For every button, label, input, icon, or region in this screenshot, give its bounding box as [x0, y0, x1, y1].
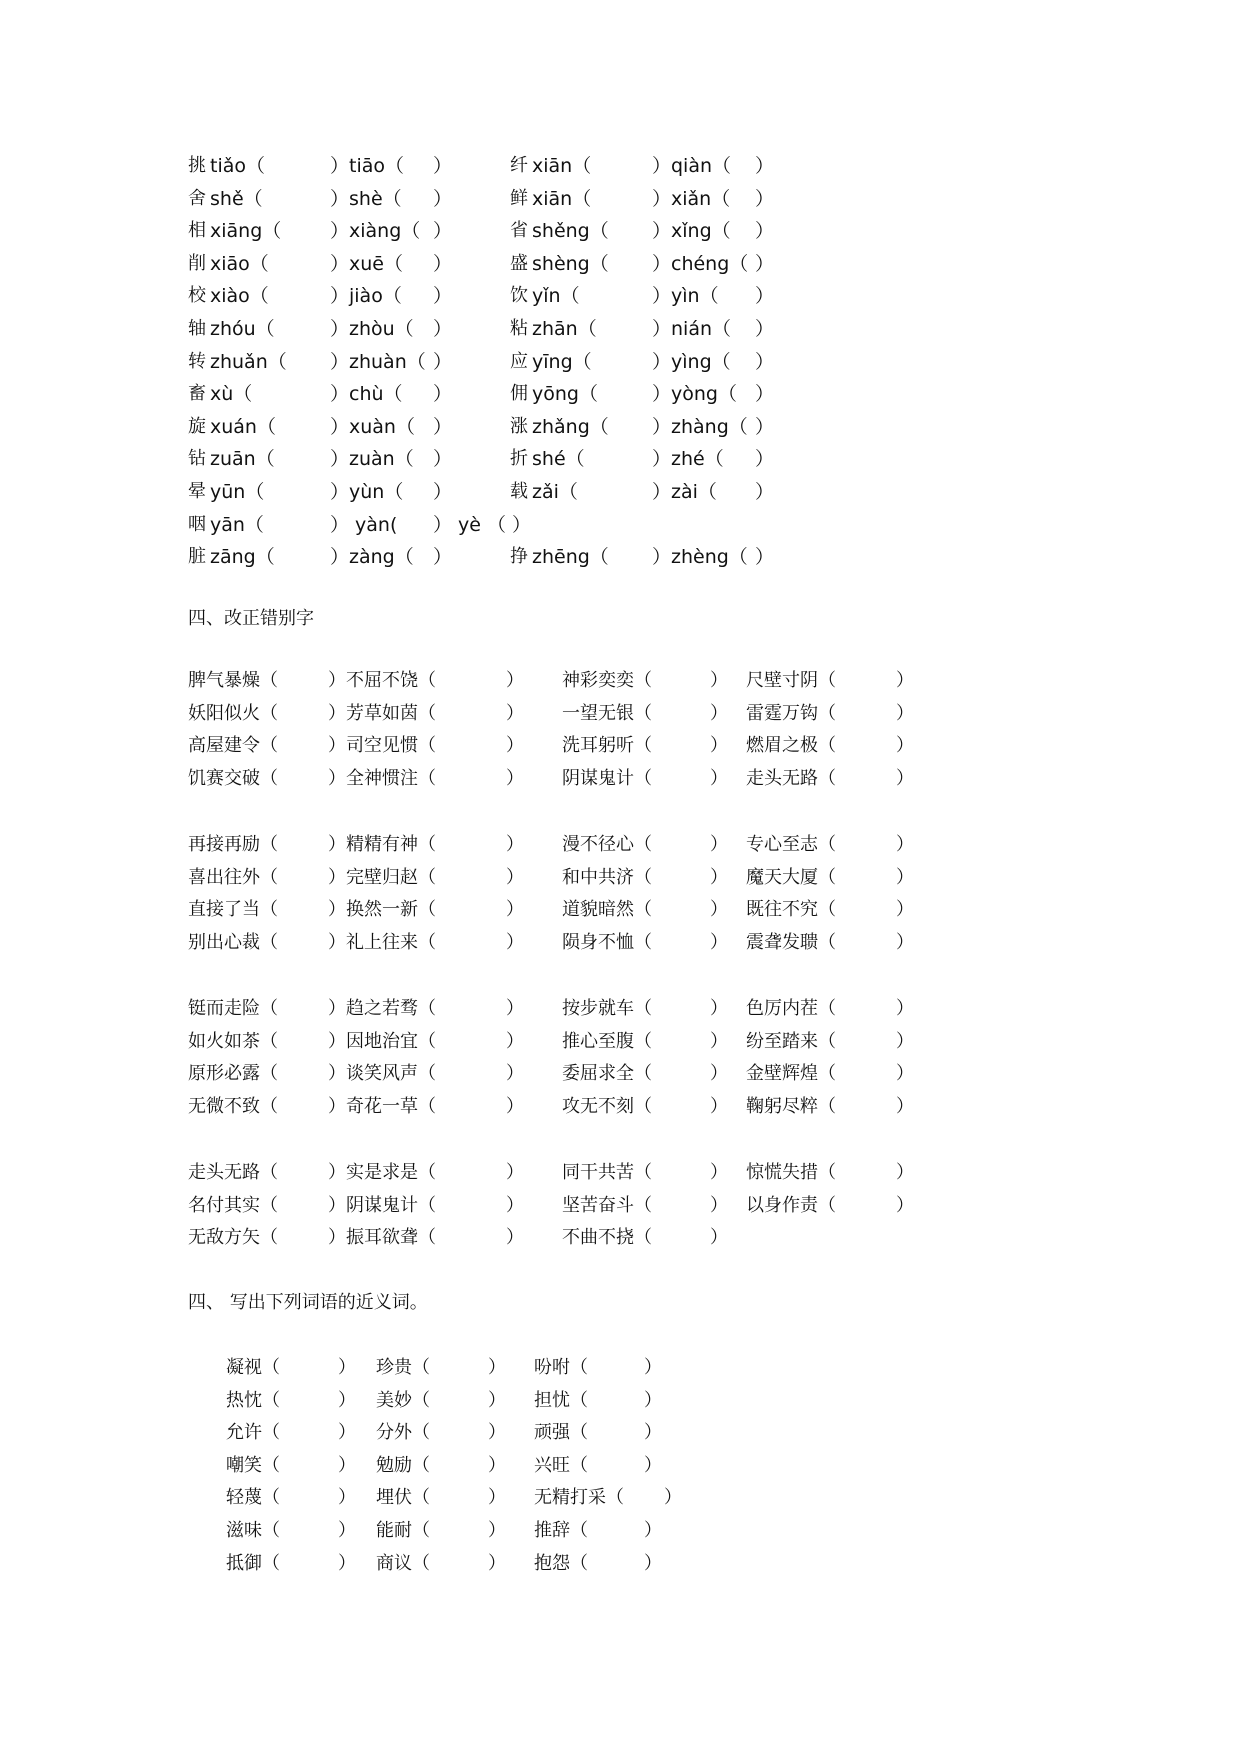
answer-blank-close: ） — [338, 1422, 356, 1444]
pinyin-reading-1: zhǎng（ — [532, 415, 609, 438]
synonym-row — [226, 1482, 726, 1515]
answer-blank-close: ） — [488, 1454, 506, 1476]
polyphone-char: 钻 — [188, 448, 206, 470]
synonym-row — [226, 1515, 726, 1548]
pinyin-blank-close: ） — [755, 480, 775, 503]
answer-blank-close: ） — [896, 998, 914, 1019]
answer-blank-close: ） — [896, 767, 914, 789]
answer-blank-close: ） — [896, 1095, 914, 1117]
pinyin-blank-close: ） — [433, 480, 453, 503]
idiom-with-typo: 纷至踏来（ — [746, 1030, 836, 1052]
synonym-word: 嘲笑（ — [226, 1454, 280, 1476]
pinyin-blank-close: ） — [755, 317, 775, 340]
idiom-with-typo: ）谈笑风声（ — [328, 1063, 436, 1085]
pinyin-row — [188, 183, 948, 216]
fix-row — [188, 1091, 948, 1124]
section-title-fix-typos: 四、改正错别字 — [188, 608, 314, 629]
section-title-synonyms: 四、 写出下列词语的近义词。 — [188, 1292, 428, 1313]
answer-blank-close: ） — [644, 1454, 662, 1476]
fix-row — [188, 730, 948, 763]
pinyin-row — [188, 150, 948, 183]
idiom-with-typo: ）换然一新（ — [328, 899, 436, 921]
idiom-with-typo: ）完壁归赵（ — [328, 866, 436, 888]
idiom-with-typo: 铤而走险（ — [188, 998, 278, 1019]
pinyin-reading-2: ）qiàn（ — [652, 155, 732, 177]
answer-blank-close: ） — [710, 1162, 728, 1183]
pinyin-reading-2: ）zhé（ — [652, 448, 724, 471]
pinyin-blank-close: ） — [433, 285, 453, 308]
answer-blank-close: ） — [506, 866, 524, 888]
synonym-word: 允许（ — [226, 1422, 280, 1444]
idiom-with-typo: 尺壁寸阴（ — [746, 670, 836, 691]
pinyin-reading-2: ）xiǎn（ — [652, 187, 731, 210]
idiom-with-typo: 脾气暴燥（ — [188, 670, 278, 691]
synonym-word: 珍贵（ — [376, 1357, 430, 1378]
synonym-word: 无精打采（ — [534, 1487, 624, 1509]
answer-blank-close: ） — [644, 1422, 662, 1444]
idiom-with-typo: 走头无路（ — [188, 1162, 278, 1183]
synonym-row — [226, 1548, 726, 1581]
pinyin-reading-2: ）xuàn（ — [330, 415, 415, 438]
idiom-with-typo: ）礼上往来（ — [328, 931, 436, 953]
answer-blank-close: ） — [710, 1194, 728, 1216]
polyphone-char: 佣 — [510, 383, 528, 405]
pinyin-reading-2: ）zhàng（ — [652, 415, 748, 438]
pinyin-row — [188, 443, 948, 476]
pinyin-row — [188, 509, 948, 542]
polyphone-char: 挑 — [188, 155, 206, 176]
idiom-with-typo: ）不屈不饶（ — [328, 670, 436, 691]
answer-blank-close: ） — [710, 834, 728, 855]
fix-group-1 — [188, 665, 948, 795]
pinyin-reading-1: zhēng（ — [532, 546, 609, 569]
answer-blank-close: ） — [664, 1487, 682, 1509]
idiom-with-typo: ）因地治宜（ — [328, 1030, 436, 1052]
polyphone-char: 鲜 — [510, 187, 528, 209]
idiom-with-typo: 陨身不恤（ — [562, 931, 652, 953]
synonym-word: 抵御（ — [226, 1552, 280, 1574]
polyphone-char: 旋 — [188, 415, 206, 437]
synonym-word: 美妙（ — [376, 1389, 430, 1411]
answer-blank-close: ） — [896, 899, 914, 921]
pinyin-reading-2: ）yìng（ — [652, 350, 731, 373]
pinyin-reading-2: ）zhèng（ — [652, 546, 748, 569]
answer-blank-close: ） — [710, 998, 728, 1019]
synonym-word: 抱怨（ — [534, 1552, 588, 1574]
pinyin-blank-close: ） — [433, 220, 453, 243]
idiom-with-typo: 漫不径心（ — [562, 834, 652, 855]
idiom-with-typo: 坚苦奋斗（ — [562, 1194, 652, 1216]
pinyin-blank-close: ） — [433, 187, 453, 210]
answer-blank-close: ） — [338, 1454, 356, 1476]
synonym-word: 担忧（ — [534, 1389, 588, 1411]
answer-blank-close: ） — [710, 670, 728, 691]
answer-blank-close: ） — [896, 1194, 914, 1216]
idiom-with-typo: 洗耳躬听（ — [562, 735, 652, 757]
pinyin-reading-2: ）zhuàn（ — [330, 350, 426, 373]
idiom-with-typo: 攻无不刻（ — [562, 1095, 652, 1117]
answer-blank-close: ） — [488, 1389, 506, 1411]
answer-blank-close: ） — [506, 1227, 524, 1249]
polyphone-char: 校 — [188, 285, 206, 307]
answer-blank-close: ） — [506, 931, 524, 953]
pinyin-reading-2: ）yìn（ — [652, 285, 719, 308]
answer-blank-close: ） — [710, 1030, 728, 1052]
pinyin-reading-2: ）zàng（ — [330, 546, 414, 569]
pinyin-reading-1: zǎi（ — [532, 480, 578, 503]
pinyin-reading-1: shěng（ — [532, 220, 609, 243]
fix-row — [188, 894, 948, 927]
idiom-with-typo: 既往不究（ — [746, 899, 836, 921]
idiom-with-typo: 再接再励（ — [188, 834, 278, 855]
synonym-word: 商议（ — [376, 1552, 430, 1574]
pinyin-reading-2: ）zhòu（ — [330, 317, 414, 340]
pinyin-blank-close: ） — [433, 415, 453, 438]
fix-row — [188, 1222, 948, 1255]
pinyin-reading-1: tiǎo（ — [210, 155, 265, 177]
pinyin-reading-2: ）zuàn（ — [330, 448, 414, 471]
pinyin-row — [188, 248, 948, 281]
idiom-with-typo: 无微不致（ — [188, 1095, 278, 1117]
pinyin-reading-2: ）chù（ — [330, 383, 403, 406]
pinyin-reading-1: yǐn（ — [532, 285, 580, 308]
idiom-with-typo: 阴谋鬼计（ — [562, 767, 652, 789]
idiom-with-typo: ）全神惯注（ — [328, 767, 436, 789]
pinyin-blank-close: ） yè （ ） — [433, 513, 532, 536]
answer-blank-close: ） — [506, 899, 524, 921]
idiom-with-typo: 魔天大厦（ — [746, 866, 836, 888]
answer-blank-close: ） — [644, 1389, 662, 1411]
pinyin-reading-2: ）xiàng（ — [330, 220, 421, 243]
answer-blank-close: ） — [506, 702, 524, 724]
fix-row — [188, 927, 948, 960]
idiom-with-typo: ）芳草如茵（ — [328, 702, 436, 724]
idiom-with-typo: 按步就车（ — [562, 998, 652, 1019]
synonym-section — [226, 1352, 726, 1580]
idiom-with-typo: 道貌暗然（ — [562, 899, 652, 921]
pinyin-row — [188, 476, 948, 509]
pinyin-reading-2: ）tiāo（ — [330, 155, 404, 177]
idiom-with-typo: ）实是求是（ — [328, 1162, 436, 1183]
answer-blank-close: ） — [488, 1357, 506, 1378]
idiom-with-typo: 同干共苦（ — [562, 1162, 652, 1183]
pinyin-row — [188, 378, 948, 411]
idiom-with-typo: ）奇花一草（ — [328, 1095, 436, 1117]
answer-blank-close: ） — [710, 931, 728, 953]
pinyin-row — [188, 215, 948, 248]
synonym-word: 埋伏（ — [376, 1487, 430, 1509]
pinyin-reading-1: zhuǎn（ — [210, 350, 287, 373]
polyphone-char: 相 — [188, 220, 206, 242]
answer-blank-close: ） — [506, 1194, 524, 1216]
pinyin-blank-close: ） — [433, 383, 453, 406]
idiom-with-typo: 一望无银（ — [562, 702, 652, 724]
polyphone-char: 涨 — [510, 415, 528, 437]
answer-blank-close: ） — [506, 767, 524, 789]
synonym-word: 能耐（ — [376, 1519, 430, 1541]
idiom-with-typo: 名付其实（ — [188, 1194, 278, 1216]
answer-blank-close: ） — [644, 1357, 662, 1378]
pinyin-reading-1: yān（ — [210, 513, 264, 536]
idiom-with-typo: 直接了当（ — [188, 899, 278, 921]
pinyin-reading-2: ）shè（ — [330, 187, 402, 210]
pinyin-row — [188, 280, 948, 313]
pinyin-blank-close: ） — [755, 448, 775, 471]
answer-blank-close: ） — [506, 1063, 524, 1085]
synonym-row — [226, 1450, 726, 1483]
synonym-word: 顽强（ — [534, 1422, 588, 1444]
polyphone-char: 咽 — [188, 513, 206, 535]
polyphone-char: 盛 — [510, 252, 528, 274]
idiom-with-typo: 色厉内茬（ — [746, 998, 836, 1019]
synonym-word: 吩咐（ — [534, 1357, 588, 1378]
pinyin-row — [188, 346, 948, 379]
polyphone-char: 粘 — [510, 317, 528, 339]
synonym-word: 热忱（ — [226, 1389, 280, 1411]
answer-blank-close: ） — [644, 1552, 662, 1574]
idiom-with-typo: ）趋之若骛（ — [328, 998, 436, 1019]
pinyin-reading-1: zuān（ — [210, 448, 275, 471]
idiom-with-typo: 不曲不挠（ — [562, 1227, 652, 1249]
pinyin-reading-1: xiāo（ — [210, 252, 269, 275]
answer-blank-close: ） — [338, 1552, 356, 1574]
idiom-with-typo: 和中共济（ — [562, 866, 652, 888]
synonym-row — [226, 1352, 726, 1385]
pinyin-reading-1: yīng（ — [532, 350, 592, 373]
pinyin-blank-close: ） — [433, 546, 453, 569]
pinyin-row — [188, 313, 948, 346]
pinyin-reading-1: shě（ — [210, 187, 263, 210]
pinyin-reading-1: xiān（ — [532, 155, 592, 177]
pinyin-reading-1: zāng（ — [210, 546, 275, 569]
idiom-with-typo: 妖阳似火（ — [188, 702, 278, 724]
synonym-word: 凝视（ — [226, 1357, 280, 1378]
answer-blank-close: ） — [506, 735, 524, 757]
pinyin-reading-1: shèng（ — [532, 252, 609, 275]
pinyin-blank-close: ） — [755, 415, 775, 438]
answer-blank-close: ） — [338, 1519, 356, 1541]
pinyin-reading-1: yūn（ — [210, 480, 265, 503]
fix-row — [188, 665, 948, 698]
synonym-word: 滋味（ — [226, 1519, 280, 1541]
answer-blank-close: ） — [710, 1063, 728, 1085]
polyphone-char: 削 — [188, 252, 206, 274]
pinyin-blank-close: ） — [755, 383, 775, 406]
polyphone-char: 纤 — [510, 155, 528, 176]
answer-blank-close: ） — [506, 1162, 524, 1183]
pinyin-row — [188, 411, 948, 444]
answer-blank-close: ） — [896, 735, 914, 757]
answer-blank-close: ） — [644, 1519, 662, 1541]
fix-row — [188, 829, 948, 862]
pinyin-reading-2: ）yùn（ — [330, 480, 404, 503]
fix-row — [188, 1026, 948, 1059]
pinyin-blank-close: ） — [755, 155, 775, 177]
pinyin-blank-close: ） — [433, 448, 453, 471]
pinyin-blank-close: ） — [755, 350, 775, 373]
polyphone-char: 脏 — [188, 546, 206, 568]
polyphone-char: 应 — [510, 350, 528, 372]
fix-row — [188, 698, 948, 731]
pinyin-reading-2: ）chéng（ — [652, 252, 749, 275]
idiom-with-typo: 震聋发聩（ — [746, 931, 836, 953]
synonym-row — [226, 1385, 726, 1418]
idiom-with-typo: 如火如茶（ — [188, 1030, 278, 1052]
pinyin-blank-close: ） — [433, 252, 453, 275]
pinyin-blank-close: ） — [755, 187, 775, 210]
pinyin-reading-1: xiān（ — [532, 187, 592, 210]
pinyin-reading-1: shé（ — [532, 448, 585, 471]
answer-blank-close: ） — [896, 866, 914, 888]
fix-row — [188, 993, 948, 1026]
answer-blank-close: ） — [896, 1030, 914, 1052]
answer-blank-close: ） — [896, 834, 914, 855]
pinyin-reading-1: yōng（ — [532, 383, 598, 406]
pinyin-section — [188, 150, 948, 574]
pinyin-reading-2: ）xǐng（ — [652, 220, 731, 243]
polyphone-char: 载 — [510, 480, 528, 502]
idiom-with-typo: 以身作责（ — [746, 1194, 836, 1216]
answer-blank-close: ） — [506, 1030, 524, 1052]
idiom-with-typo: 饥赛交破（ — [188, 767, 278, 789]
idiom-with-typo: ）阴谋鬼计（ — [328, 1194, 436, 1216]
answer-blank-close: ） — [896, 702, 914, 724]
pinyin-row — [188, 541, 948, 574]
answer-blank-close: ） — [710, 1227, 728, 1249]
pinyin-reading-2: ）yòng（ — [652, 383, 737, 406]
idiom-with-typo: 推心至腹（ — [562, 1030, 652, 1052]
polyphone-char: 轴 — [188, 317, 206, 339]
pinyin-reading-2: ）jiào（ — [330, 285, 402, 308]
answer-blank-close: ） — [710, 735, 728, 757]
answer-blank-close: ） — [710, 866, 728, 888]
polyphone-char: 挣 — [510, 546, 528, 568]
answer-blank-close: ） — [896, 670, 914, 691]
fix-row — [188, 1157, 948, 1190]
fix-row — [188, 1190, 948, 1223]
pinyin-blank-close: ） — [433, 350, 453, 373]
answer-blank-close: ） — [338, 1389, 356, 1411]
answer-blank-close: ） — [488, 1552, 506, 1574]
pinyin-blank-close: ） — [755, 252, 775, 275]
answer-blank-close: ） — [896, 1063, 914, 1085]
polyphone-char: 转 — [188, 350, 206, 372]
polyphone-char: 晕 — [188, 480, 206, 502]
answer-blank-close: ） — [506, 998, 524, 1019]
fix-group-3 — [188, 993, 948, 1123]
answer-blank-close: ） — [506, 670, 524, 691]
answer-blank-close: ） — [488, 1422, 506, 1444]
synonym-row — [226, 1417, 726, 1450]
pinyin-reading-2: ）xuē（ — [330, 252, 403, 275]
answer-blank-close: ） — [488, 1487, 506, 1509]
pinyin-blank-close: ） — [755, 285, 775, 308]
answer-blank-close: ） — [338, 1357, 356, 1378]
idiom-with-typo: ）司空见惯（ — [328, 735, 436, 757]
answer-blank-close: ） — [896, 931, 914, 953]
idiom-with-typo: 神彩奕奕（ — [562, 670, 652, 691]
answer-blank-close: ） — [506, 834, 524, 855]
answer-blank-close: ） — [338, 1487, 356, 1509]
idiom-with-typo: 走头无路（ — [746, 767, 836, 789]
idiom-with-typo: ）振耳欲聋（ — [328, 1227, 436, 1249]
synonym-word: 勉励（ — [376, 1454, 430, 1476]
answer-blank-close: ） — [710, 702, 728, 724]
answer-blank-close: ） — [506, 1095, 524, 1117]
polyphone-char: 舍 — [188, 187, 206, 209]
fix-row — [188, 763, 948, 796]
synonym-word: 轻蔑（ — [226, 1487, 280, 1509]
idiom-with-typo: 惊慌失措（ — [746, 1162, 836, 1183]
idiom-with-typo: 别出心裁（ — [188, 931, 278, 953]
pinyin-reading-2: ） yàn( — [330, 513, 398, 536]
pinyin-reading-2: ）nián（ — [652, 317, 732, 340]
fix-row — [188, 862, 948, 895]
idiom-with-typo: 雷霆万钩（ — [746, 702, 836, 724]
idiom-with-typo: 原形必露（ — [188, 1063, 278, 1085]
pinyin-blank-close: ） — [433, 317, 453, 340]
pinyin-reading-1: zhóu（ — [210, 317, 275, 340]
idiom-with-typo: 金壁辉煌（ — [746, 1063, 836, 1085]
answer-blank-close: ） — [710, 1095, 728, 1117]
pinyin-reading-1: xuán（ — [210, 415, 276, 438]
pinyin-blank-close: ） — [755, 220, 775, 243]
idiom-with-typo: 委屈求全（ — [562, 1063, 652, 1085]
idiom-with-typo: 鞠躬尽粹（ — [746, 1095, 836, 1117]
fix-group-2 — [188, 829, 948, 959]
polyphone-char: 折 — [510, 448, 528, 470]
idiom-with-typo: 燃眉之极（ — [746, 735, 836, 757]
synonym-word: 兴旺（ — [534, 1454, 588, 1476]
synonym-word: 分外（ — [376, 1422, 430, 1444]
polyphone-char: 畜 — [188, 383, 206, 405]
answer-blank-close: ） — [710, 899, 728, 921]
synonym-word: 推辞（ — [534, 1519, 588, 1541]
fix-row — [188, 1058, 948, 1091]
idiom-with-typo: 无敌方矢（ — [188, 1227, 278, 1249]
answer-blank-close: ） — [488, 1519, 506, 1541]
idiom-with-typo: ）精精有神（ — [328, 834, 436, 855]
polyphone-char: 饮 — [510, 285, 528, 307]
answer-blank-close: ） — [896, 1162, 914, 1183]
idiom-with-typo: 喜出往外（ — [188, 866, 278, 888]
fix-group-4 — [188, 1157, 948, 1255]
polyphone-char: 省 — [510, 220, 528, 242]
idiom-with-typo: 高屋建令（ — [188, 735, 278, 757]
pinyin-blank-close: ） — [755, 546, 775, 569]
pinyin-reading-2: ）zài（ — [652, 480, 717, 503]
pinyin-reading-1: xiào（ — [210, 285, 269, 308]
pinyin-reading-1: zhān（ — [532, 317, 597, 340]
pinyin-reading-1: xù（ — [210, 383, 253, 406]
pinyin-blank-close: ） — [433, 155, 453, 177]
idiom-with-typo: 专心至志（ — [746, 834, 836, 855]
pinyin-reading-1: xiāng（ — [210, 220, 282, 243]
answer-blank-close: ） — [710, 767, 728, 789]
